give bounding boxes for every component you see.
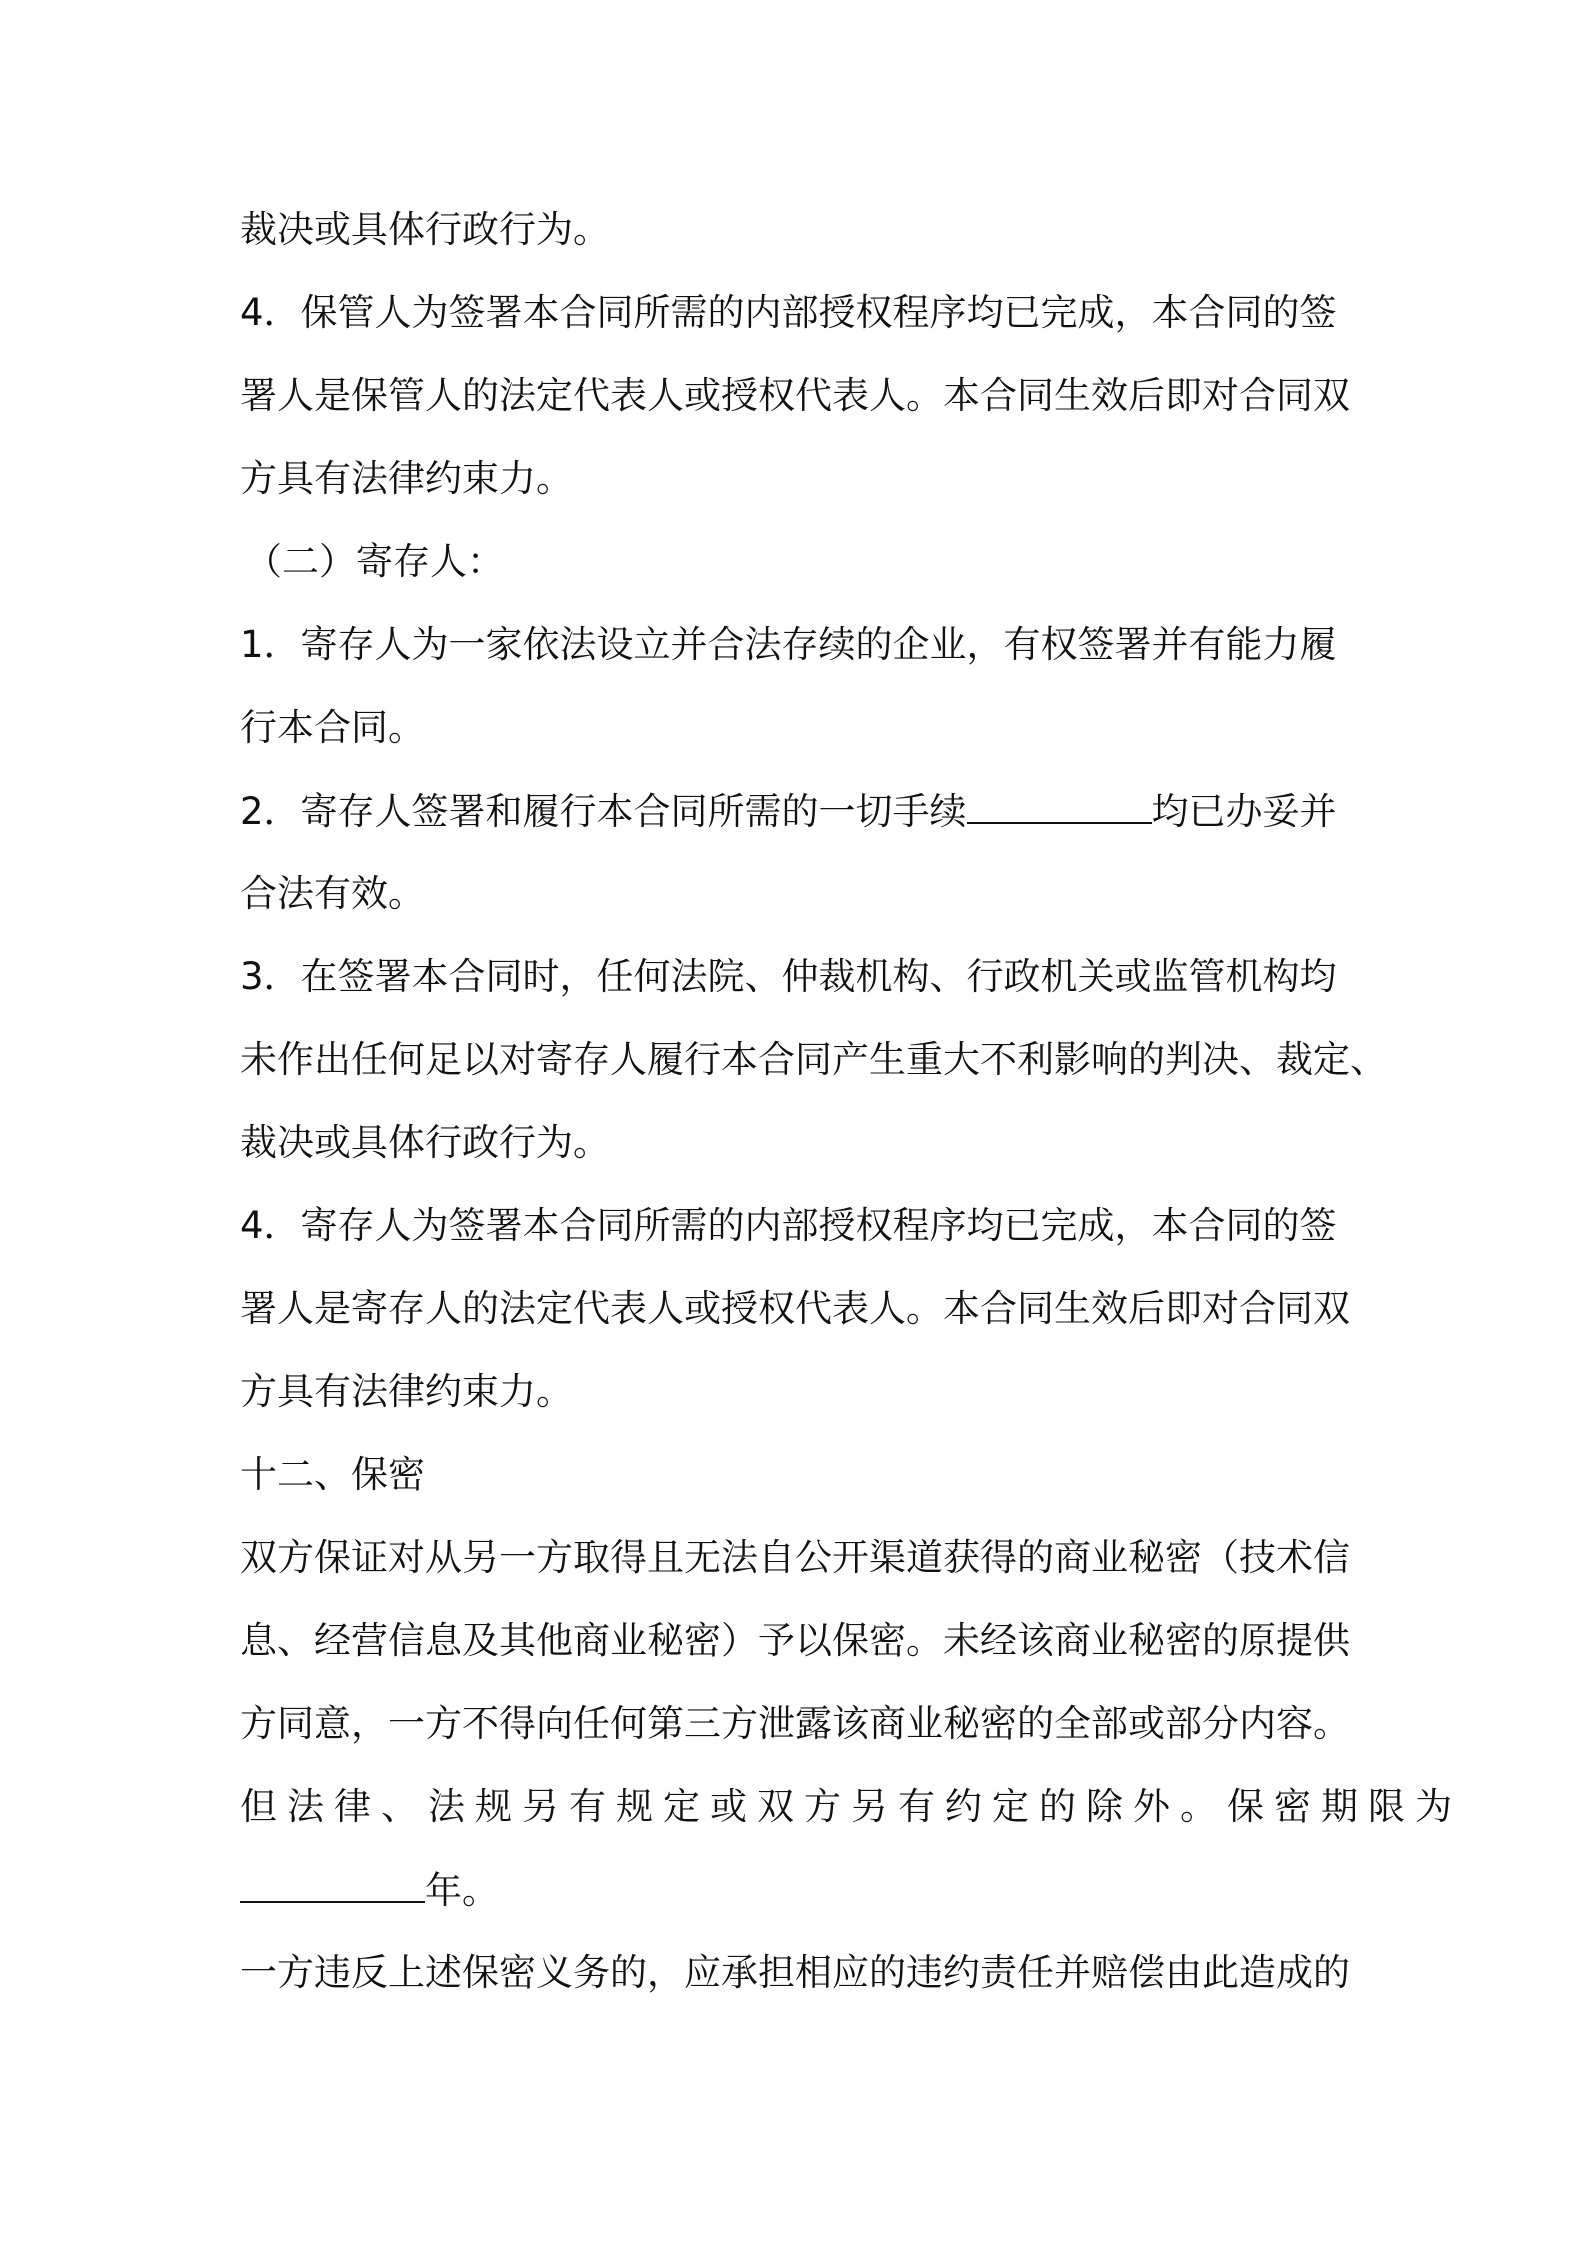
paragraph-line: 1．寄存人为一家依法设立并合法存续的企业，有权签署并有能力履 [240,623,1337,666]
paragraph-line: 合法有效。 [240,872,425,915]
line-text: 均已办妥并 [1151,790,1337,833]
paragraph-line: 双方保证对从另一方取得且无法自公开渠道获得的商业秘密（技术信 [240,1536,1350,1579]
paragraph-line: 4．寄存人为签署本合同所需的内部授权程序均已完成，本合同的签 [240,1204,1337,1247]
paragraph-line: 裁决或具体行政行为。 [240,208,610,251]
line-text: 年。 [425,1869,499,1912]
paragraph-line: 一方违反上述保密义务的，应承担相应的违约责任并赔偿由此造成的 [240,1951,1350,1994]
paragraph-line: 方具有法律约束力。 [240,1370,573,1413]
paragraph-line: 息、经营信息及其他商业秘密）予以保密。未经该商业秘密的原提供 [240,1619,1350,1662]
paragraph-line: 署人是寄存人的法定代表人或授权代表人。本合同生效后即对合同双 [240,1287,1350,1330]
paragraph-line-with-blank [240,786,1337,837]
line-text: 2．寄存人签署和履行本合同所需的一切手续 [240,790,967,833]
fill-in-blank[interactable] [967,786,1152,824]
paragraph-line: 4．保管人为签署本合同所需的内部授权程序均已完成，本合同的签 [240,291,1337,334]
section-heading: （二）寄存人： [245,540,504,583]
paragraph-line: 方具有法律约束力。 [240,457,573,500]
paragraph-line: 未作出任何足以对寄存人履行本合同产生重大不利影响的判决、裁定、 [240,1038,1387,1081]
section-heading: 十二、保密 [240,1453,425,1496]
paragraph-line: 行本合同。 [240,706,425,749]
paragraph-line: 方同意，一方不得向任何第三方泄露该商业秘密的全部或部分内容。 [240,1702,1350,1745]
paragraph-line: 署人是保管人的法定代表人或授权代表人。本合同生效后即对合同双 [240,374,1350,417]
paragraph-line: 但法律、法规另有规定或双方另有约定的除外。保密期限为 [240,1785,1462,1828]
fill-in-blank[interactable] [240,1865,425,1903]
paragraph-line: 3．在签署本合同时，任何法院、仲裁机构、行政机关或监管机构均 [240,955,1337,998]
paragraph-line-with-blank [240,1865,499,1916]
paragraph-line: 裁决或具体行政行为。 [240,1121,610,1164]
